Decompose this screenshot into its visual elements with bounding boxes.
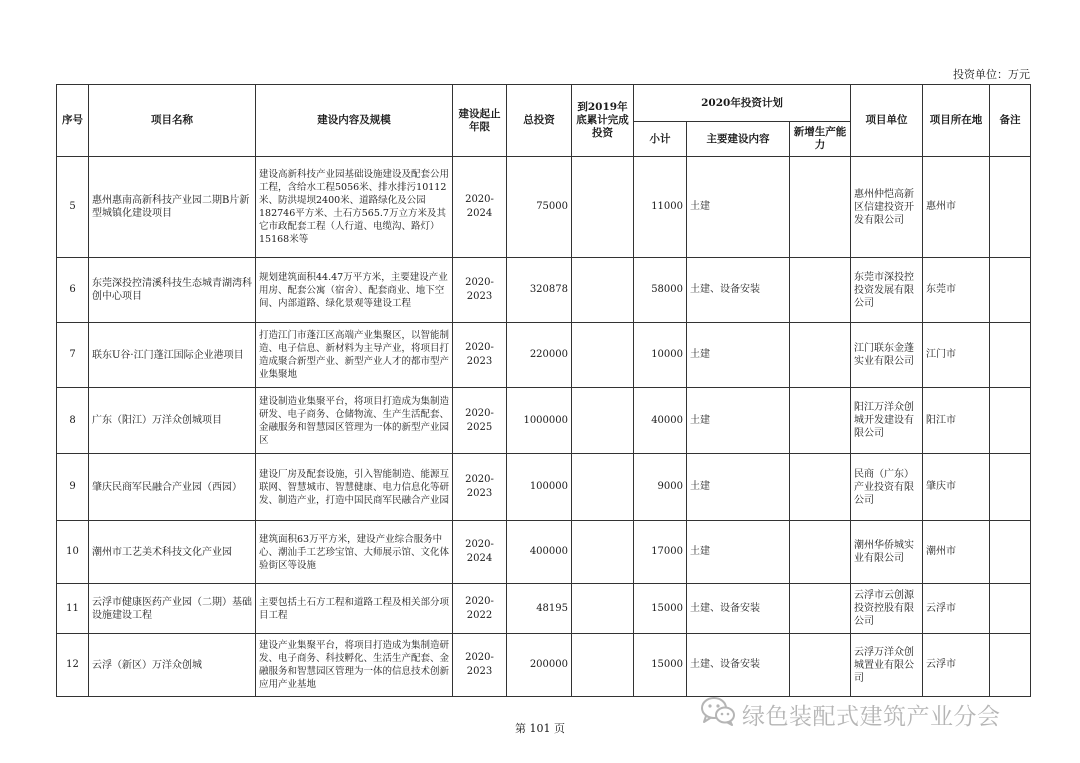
- col-header-name: 项目名称: [89, 85, 256, 157]
- cell-seq: 7: [57, 323, 89, 388]
- cell-location: 肇庆市: [923, 454, 990, 521]
- cell-remark: [990, 157, 1031, 258]
- col-header-subtotal: 小计: [634, 122, 687, 157]
- cell-scope: 主要包括土石方工程和道路工程及相关部分项目工程: [256, 584, 453, 634]
- cell-scope: 建设制造业集聚平台，将项目打造成为集制造研发、电子商务、仓储物流、生产生活配套、金融服务和智慧园区管理为一体的新型产业园区: [256, 388, 453, 454]
- col-header-done: 到2019年底累计完成投资: [572, 85, 634, 157]
- col-header-capacity: 新增生产能力: [790, 122, 851, 157]
- table-row: [57, 634, 1031, 697]
- cell-total: 400000: [507, 521, 572, 584]
- table-row: [57, 388, 1031, 454]
- cell-total: 75000: [507, 157, 572, 258]
- cell-remark: [990, 388, 1031, 454]
- table-row: [57, 323, 1031, 388]
- cell-scope: 建设高新科技产业园基础设施建设及配套公用工程，含给水工程5056米、排水排污10112米、防洪堤坝2400米、道路绿化及公园182746平方米、土石方565.7万立方米及其它市政配套工程（人行道、电缆沟、路灯）15168米等: [256, 157, 453, 258]
- cell-content: 土建: [687, 157, 790, 258]
- cell-project-name: 惠州惠南高新科技产业园二期B片新型城镇化建设项目: [89, 157, 256, 258]
- cell-unit: 阳江万洋众创城开发建设有限公司: [851, 388, 923, 454]
- cell-seq: 9: [57, 454, 89, 521]
- investment-unit-note: 投资单位：万元: [953, 68, 1030, 81]
- cell-done: [572, 521, 634, 584]
- cell-unit: 民商（广东）产业投资有限公司: [851, 454, 923, 521]
- cell-project-name: 云浮市健康医药产业园（二期）基础设施建设工程: [89, 584, 256, 634]
- cell-unit: 云浮万洋众创城置业有限公司: [851, 634, 923, 697]
- col-header-scope: 建设内容及规模: [256, 85, 453, 157]
- cell-unit: 江门联东金蓬实业有限公司: [851, 323, 923, 388]
- cell-scope: 规划建筑面积44.47万平方米，主要建设产业用房、配套公寓（宿舍）、配套商业、地下空间、内部道路、绿化景观等建设工程: [256, 258, 453, 323]
- cell-period: 2020-2024: [453, 521, 507, 584]
- cell-period: 2020-2023: [453, 258, 507, 323]
- col-header-remark: 备注: [990, 85, 1031, 157]
- cell-unit: 云浮市云创源投资控股有限公司: [851, 584, 923, 634]
- col-header-period: 建设起止年限: [453, 85, 507, 157]
- page-number: 第 101 页: [515, 722, 565, 735]
- cell-seq: 11: [57, 584, 89, 634]
- cell-total: 48195: [507, 584, 572, 634]
- cell-location: 江门市: [923, 323, 990, 388]
- cell-total: 220000: [507, 323, 572, 388]
- cell-done: [572, 388, 634, 454]
- cell-project-name: 联东U谷·江门蓬江国际企业港项目: [89, 323, 256, 388]
- table-row: [57, 258, 1031, 323]
- cell-total: 1000000: [507, 388, 572, 454]
- cell-scope: 建设厂房及配套设施，引入智能制造、能源互联网、智慧城市、智慧健康、电力信息化等研发、制造产业，打造中国民商军民融合产业园: [256, 454, 453, 521]
- cell-subtotal: 40000: [634, 388, 687, 454]
- cell-content: 土建: [687, 323, 790, 388]
- cell-subtotal: 17000: [634, 521, 687, 584]
- investment-plan-table: [56, 84, 1031, 697]
- table-row: [57, 454, 1031, 521]
- cell-capacity: [790, 454, 851, 521]
- cell-seq: 12: [57, 634, 89, 697]
- cell-total: 100000: [507, 454, 572, 521]
- cell-location: 惠州市: [923, 157, 990, 258]
- cell-content: 土建: [687, 454, 790, 521]
- cell-total: 320878: [507, 258, 572, 323]
- cell-location: 东莞市: [923, 258, 990, 323]
- cell-capacity: [790, 634, 851, 697]
- watermark-text: 绿色装配式建筑产业分会: [742, 703, 1001, 730]
- cell-content: 土建: [687, 388, 790, 454]
- cell-subtotal: 15000: [634, 584, 687, 634]
- cell-capacity: [790, 258, 851, 323]
- table-row: [57, 521, 1031, 584]
- cell-subtotal: 11000: [634, 157, 687, 258]
- cell-project-name: 广东（阳江）万洋众创城项目: [89, 388, 256, 454]
- cell-scope: 打造江门市蓬江区高端产业集聚区，以智能制造、电子信息、新材料为主导产业，将项目打造成聚合新型产业、新型产业人才的都市型产业集聚地: [256, 323, 453, 388]
- cell-done: [572, 323, 634, 388]
- cell-project-name: 云浮（新区）万洋众创城: [89, 634, 256, 697]
- cell-subtotal: 58000: [634, 258, 687, 323]
- cell-period: 2020-2022: [453, 584, 507, 634]
- cell-seq: 10: [57, 521, 89, 584]
- cell-period: 2020-2023: [453, 323, 507, 388]
- cell-period: 2020-2025: [453, 388, 507, 454]
- cell-location: 云浮市: [923, 584, 990, 634]
- cell-subtotal: 10000: [634, 323, 687, 388]
- watermark: [700, 696, 1001, 732]
- cell-subtotal: 9000: [634, 454, 687, 521]
- cell-location: 阳江市: [923, 388, 990, 454]
- col-header-content: 主要建设内容: [687, 122, 790, 157]
- cell-seq: 6: [57, 258, 89, 323]
- cell-capacity: [790, 388, 851, 454]
- cell-content: 土建、设备安装: [687, 258, 790, 323]
- col-header-total: 总投资: [507, 85, 572, 157]
- cell-remark: [990, 258, 1031, 323]
- cell-unit: 东莞市深投控投资发展有限公司: [851, 258, 923, 323]
- cell-done: [572, 157, 634, 258]
- table-row: [57, 584, 1031, 634]
- cell-project-name: 肇庆民商军民融合产业园（西园）: [89, 454, 256, 521]
- cell-content: 土建、设备安装: [687, 584, 790, 634]
- cell-location: 潮州市: [923, 521, 990, 584]
- table-row: [57, 157, 1031, 258]
- col-header-plan2020: 2020年投资计划: [634, 85, 851, 122]
- wechat-icon: [700, 696, 742, 732]
- cell-done: [572, 454, 634, 521]
- cell-seq: 5: [57, 157, 89, 258]
- col-header-location: 项目所在地: [923, 85, 990, 157]
- cell-subtotal: 15000: [634, 634, 687, 697]
- cell-remark: [990, 634, 1031, 697]
- cell-remark: [990, 454, 1031, 521]
- cell-remark: [990, 323, 1031, 388]
- cell-period: 2020-2024: [453, 157, 507, 258]
- cell-total: 200000: [507, 634, 572, 697]
- cell-period: 2020-2023: [453, 454, 507, 521]
- cell-scope: 建设产业集聚平台，将项目打造成为集制造研发、电子商务、科技孵化、生活生产配套、金融服务和智慧园区管理为一体的信息技术创新应用产业基地: [256, 634, 453, 697]
- cell-capacity: [790, 521, 851, 584]
- cell-scope: 建筑面积63万平方米，建设产业综合服务中心、潮汕手工艺珍宝馆、大师展示馆、文化体验街区等设施: [256, 521, 453, 584]
- cell-seq: 8: [57, 388, 89, 454]
- cell-period: 2020-2023: [453, 634, 507, 697]
- cell-location: 云浮市: [923, 634, 990, 697]
- cell-done: [572, 584, 634, 634]
- cell-unit: 潮州华侨城实业有限公司: [851, 521, 923, 584]
- cell-remark: [990, 584, 1031, 634]
- table-header-row: [57, 85, 1031, 122]
- cell-remark: [990, 521, 1031, 584]
- cell-project-name: 东莞深投控清溪科技生态城青湖湾科创中心项目: [89, 258, 256, 323]
- cell-project-name: 潮州市工艺美术科技文化产业园: [89, 521, 256, 584]
- cell-content: 土建、设备安装: [687, 634, 790, 697]
- cell-done: [572, 634, 634, 697]
- col-header-unit: 项目单位: [851, 85, 923, 157]
- cell-capacity: [790, 157, 851, 258]
- col-header-seq: 序号: [57, 85, 89, 157]
- cell-capacity: [790, 584, 851, 634]
- cell-unit: 惠州仲恺高新区信建投资开发有限公司: [851, 157, 923, 258]
- cell-content: 土建: [687, 521, 790, 584]
- cell-capacity: [790, 323, 851, 388]
- cell-done: [572, 258, 634, 323]
